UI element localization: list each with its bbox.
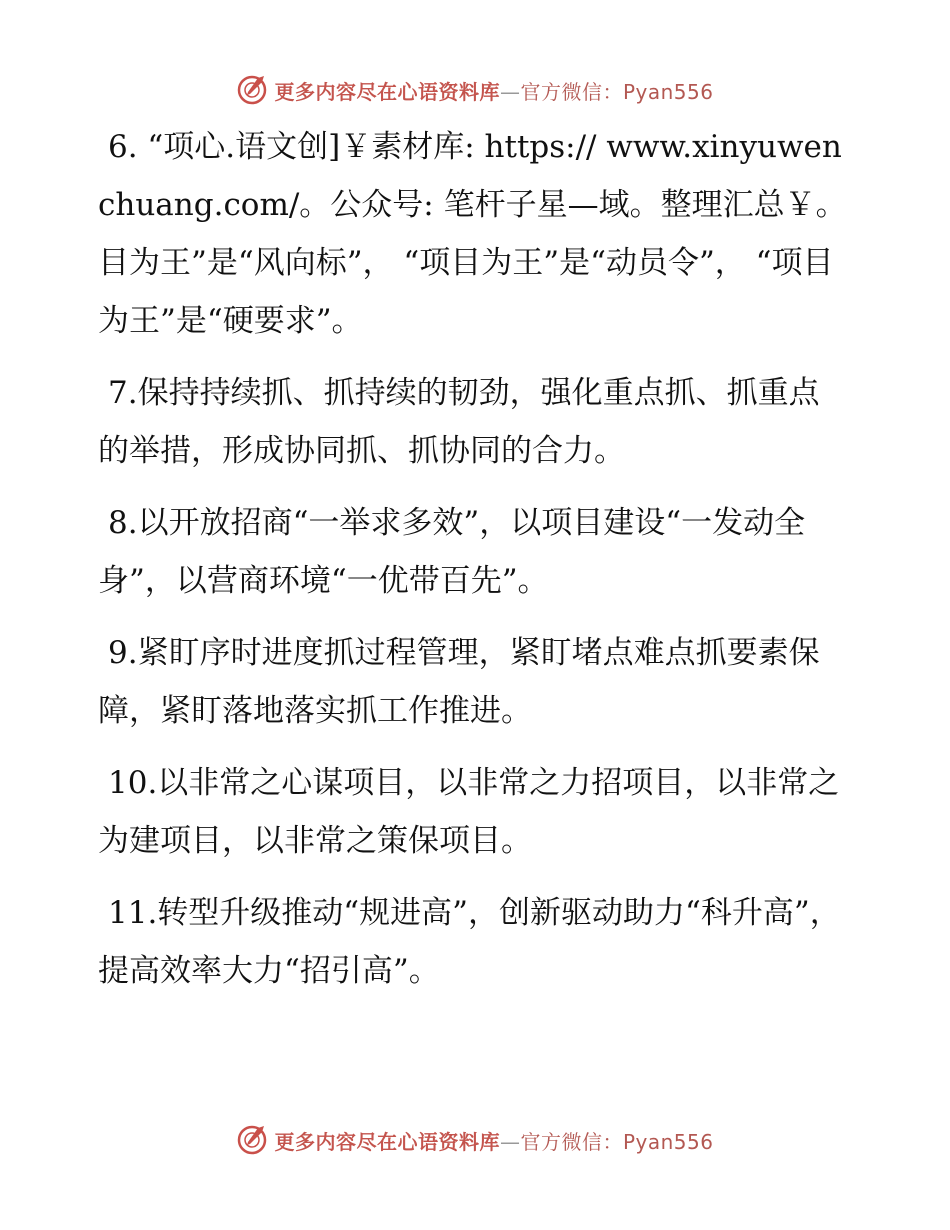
paragraph-6-text: 6. “项心.语文创]￥素材库: https:// www.xinyuwenchuang.com/。公众号: 笔杆子星—域。整理汇总￥。目为王”是“风向标”， “项目为王”是“动员令”， “项目为王”是“硬要求”。 <box>98 129 847 339</box>
paragraph-11-text: 11.转型升级推动“规进高”，创新驱动助力“科升高”，提高效率大力“招引高”。 <box>98 895 841 989</box>
document-body <box>98 118 850 1014</box>
pen-logo-icon <box>236 74 268 106</box>
banner-sub-text: 官方微信：Pyan556 <box>520 79 714 104</box>
paragraph-9 <box>98 624 850 740</box>
footer-banner <box>0 1120 950 1160</box>
banner-main-text: 更多内容尽在心语资料库 <box>274 1129 500 1154</box>
footer-banner-text <box>274 1126 713 1155</box>
paragraph-10 <box>98 754 850 870</box>
paragraph-8 <box>98 494 850 610</box>
paragraph-11 <box>98 884 850 1000</box>
header-banner <box>0 70 950 110</box>
banner-dash: — <box>499 79 521 104</box>
banner-main-text: 更多内容尽在心语资料库 <box>274 79 500 104</box>
banner-sub-text: 官方微信：Pyan556 <box>520 1129 714 1154</box>
paragraph-7 <box>98 364 850 480</box>
header-banner-text <box>274 76 713 105</box>
paragraph-10-text: 10.以非常之心谋项目，以非常之力招项目，以非常之为建项目，以非常之策保项目。 <box>98 765 840 859</box>
paragraph-8-text: 8.以开放招商“一举求多效”，以项目建设“一发动全身”，以营商环境“一优带百先”。 <box>98 505 806 599</box>
banner-dash: — <box>499 1129 521 1154</box>
paragraph-7-text: 7.保持持续抓、抓持续的韧劲，强化重点抓、抓重点的举措，形成协同抓、抓协同的合力。 <box>98 375 820 469</box>
paragraph-6 <box>98 118 850 350</box>
paragraph-9-text: 9.紧盯序时进度抓过程管理，紧盯堵点难点抓要素保障，紧盯落地落实抓工作推进。 <box>98 635 820 729</box>
pen-logo-icon <box>236 1124 268 1156</box>
